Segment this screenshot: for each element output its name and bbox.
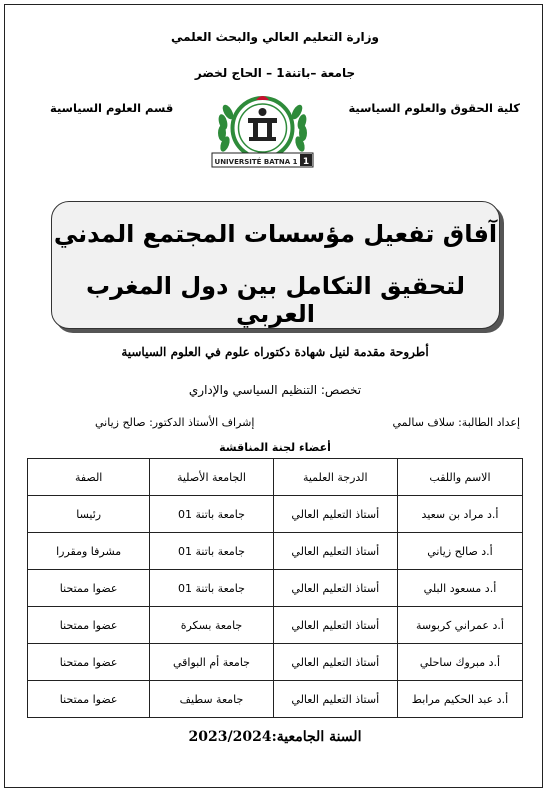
column-header-rank: الدرجة العلمية [273,459,397,496]
thesis-description: أطروحة مقدمة لنيل شهادة دكتوراه علوم في العلوم السياسية [121,345,429,359]
member-name: أ.د صالح زياني [397,533,522,570]
member-rank: أستاذ التعليم العالي [273,607,397,644]
column-header-university: الجامعة الأصلية [150,459,273,496]
prepared-by: إعداد الطالبة: سلاف سالمي [392,416,520,429]
column-header-name: الاسم واللقب [397,459,522,496]
member-university: جامعة باتنة 01 [150,533,273,570]
member-role: عضوا ممتحنا [28,681,150,718]
thesis-title-line-2: لتحقيق التكامل بين دول المغرب العربي [86,272,465,328]
member-rank: أستاذ التعليم العالي [273,496,397,533]
ministry-name: وزارة التعليم العالي والبحث العلمي [170,30,380,44]
table-row [28,644,523,681]
table-row [28,607,523,644]
member-role: عضوا ممتحنا [28,644,150,681]
member-rank: أستاذ التعليم العالي [273,533,397,570]
member-role: رئيسا [28,496,150,533]
member-university: جامعة بسكرة [150,607,273,644]
table-row [28,496,523,533]
thesis-title-line-1: آفاق تفعيل مؤسسات المجتمع المدني [53,220,498,248]
table-header-row [28,459,523,496]
member-name: أ.د عبد الحكيم مرابط [397,681,522,718]
member-university: جامعة باتنة 01 [150,496,273,533]
svg-text:1: 1 [302,157,310,167]
member-rank: أستاذ التعليم العالي [273,681,397,718]
university-name: جامعة –باتنة1 – الحاج لخضر [194,66,356,80]
academic-year: السنة الجامعية:2023/2024 [188,729,362,745]
department-name: قسم العلوم السياسية [50,101,174,115]
supervised-by: إشراف الأستاذ الدكتور: صالح زياني [95,416,255,429]
member-name: أ.د مبروك ساحلي [397,644,522,681]
member-name: أ.د مسعود البلي [397,570,522,607]
logo-text: UNIVERSITÉ BATNA 1 [214,158,298,166]
university-logo [190,90,335,170]
thesis-title-box [51,201,500,329]
table-row [28,533,523,570]
member-name: أ.د عمراني كربوسة [397,607,522,644]
member-university: جامعة سطيف [150,681,273,718]
table-row [28,681,523,718]
member-role: عضوا ممتحنا [28,570,150,607]
member-rank: أستاذ التعليم العالي [273,644,397,681]
table-row [28,570,523,607]
column-header-role: الصفة [28,459,150,496]
specialty: تخصص: التنظيم السياسي والإداري [188,383,362,397]
member-university: جامعة باتنة 01 [150,570,273,607]
committee-table [27,458,523,718]
member-university: جامعة أم البواقي [150,644,273,681]
member-rank: أستاذ التعليم العالي [273,570,397,607]
faculty-name: كلية الحقوق والعلوم السياسية [348,101,520,115]
committee-heading: أعضاء لجنة المناقشة [219,441,331,454]
member-name: أ.د مراد بن سعيد [397,496,522,533]
member-role: عضوا ممتحنا [28,607,150,644]
member-role: مشرفا ومقررا [28,533,150,570]
